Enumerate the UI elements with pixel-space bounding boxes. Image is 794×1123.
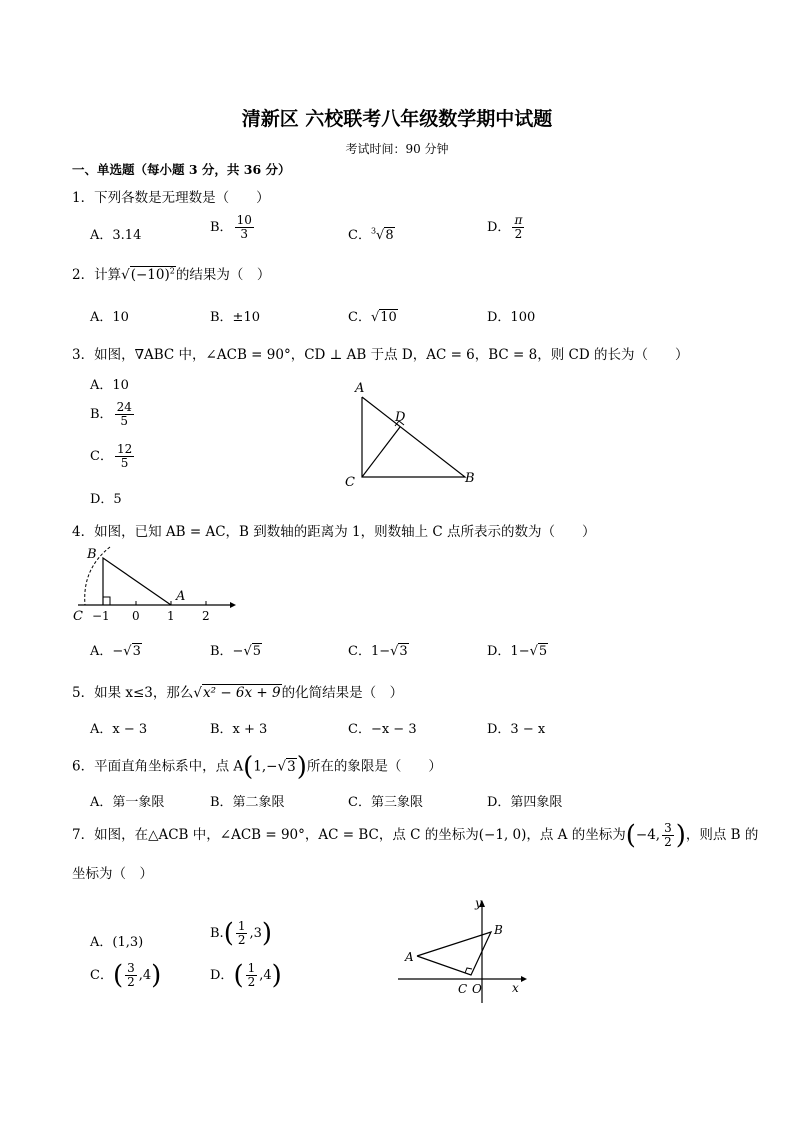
q7-c-num: 3 [127,961,135,975]
q3-option-d: D．5 [90,492,122,507]
q3-stem: 3．如图，∇ABC 中，∠ACB = 90°，CD ⊥ AB 于点 D，AC = 6，BC = 8，则 CD 的长为（ ） [72,347,689,363]
q4-label-c: C [73,609,83,624]
q4-triangle [103,558,171,605]
q7-b-den: 2 [237,933,246,948]
q2-exponent: 2 [169,266,175,276]
q2-stem-pre: 2．计算 [72,267,122,283]
q7-point-c: (−1, 0) [478,827,527,844]
q4-label-a: A [176,589,186,604]
q4-d-prefix: D．1− [487,644,530,659]
q7-label-b: B [494,923,503,937]
q7-c-post: ,4 [138,968,152,984]
q4-b-prefix: B．− [210,644,244,659]
q7-point-a-num: 3 [664,821,672,835]
q2-stem-post: 的结果为（ ） [175,267,271,283]
q1-option-b [210,214,256,241]
q5-option-c: C．−x − 3 [348,722,417,737]
q6-stem-pre: 6．平面直角坐标系中，点 A [72,758,244,775]
q3-label-c: C [345,475,355,490]
q7-d-fraction [246,962,258,989]
q2-option-b: B．±10 [210,310,260,325]
q6-option-a: A．第一象限 [90,795,165,810]
q3-triangle-figure [335,375,485,495]
q7-stem-pre: 7．如图，在△ACB 中，∠ACB = 90°，AC = BC，点 C 的坐标为 [72,827,479,844]
q4-label-0: 0 [132,609,140,623]
q7-c-close: ) [151,960,162,991]
q6-stem-post: 所在的象限是（ ） [306,758,442,775]
q7-label-x: x [512,981,519,995]
q2-stem: 2．计算$√(-10)^2$的结果为（ ） [72,266,271,283]
q7-open-paren: ( [625,820,636,851]
q3-label-d: D [395,410,406,425]
q4-number-line-figure [70,543,240,628]
q1-option-a: A．3.14 [90,228,142,243]
q7-label-y: y [475,896,482,910]
q3-b-fraction [115,401,134,428]
q6-stem: 6．平面直角坐标系中，点 A(1,−√3)所在的象限是（ ） [72,752,442,782]
q7-b-prefix: B. [210,926,224,942]
q4-arrow [230,602,236,608]
q2-option-c: C．√10 [348,310,397,325]
q7-point-a-fraction [662,822,674,849]
q3-b-den: 5 [120,414,129,429]
q4-label-m1: −1 [92,609,110,623]
q3-label-a: A [355,381,365,396]
q7-option-b [210,920,272,947]
q2-option-a: A．10 [90,310,129,325]
q1-c-radicand: 8 [385,228,394,243]
q7-triangle [417,932,491,975]
q3-b-prefix: B． [90,407,113,423]
q2-radical [130,266,176,283]
q7-close-paren: ) [675,820,686,851]
q7-d-open: ( [233,960,244,991]
q4-label-2: 2 [202,609,210,623]
q7-point-a-den: 2 [664,835,672,850]
q1-option-d [487,214,526,241]
q7-b-open: ( [223,918,234,949]
q1-d-num: π [514,213,523,227]
q4-label-b: B [87,547,97,562]
q7-d-num: 1 [247,961,256,975]
q1-c-index: 3 [370,226,377,236]
q6-point-radicand: 3 [287,758,296,775]
exam-time: 考试时间：90 分钟 [345,142,449,156]
q4-right-angle-mark [103,597,110,605]
q7-point-a-pre: −4, [635,827,661,844]
q4-b-radicand: 5 [252,644,262,659]
q1-b-prefix: B． [210,220,233,236]
q3-c-prefix: C． [90,449,113,465]
page-title: 清新区 六校联考八年级数学期中试题 [241,108,553,130]
q7-label-c: C [458,982,468,996]
q5-radicand: x² − 6x + 9 [203,685,281,701]
q2-c-prefix: C． [348,310,371,325]
q3-option-b [90,401,136,428]
q4-option-b: B．−√5 [210,644,262,659]
q6-option-d: D．第四象限 [487,795,563,810]
q7-b-close: ) [261,918,273,949]
q5-stem-post: 的化简结果是（ ） [281,685,404,701]
q3-c-den: 5 [120,456,129,471]
q4-a-prefix: A．− [90,644,124,659]
q1-b-den: 3 [240,227,249,242]
q7-stem-mid: ，点 A 的坐标为 [526,827,626,844]
q4-c-prefix: C．1− [348,644,391,659]
section-heading: 一、单选题（每小题 3 分，共 36 分） [72,162,291,177]
q3-c-num: 12 [116,442,133,456]
q1-d-prefix: D． [487,220,511,236]
q7-c-fraction [125,962,137,989]
q7-stem-line1 [72,822,758,849]
q7-b-num: 1 [237,919,246,933]
q6-open-paren: ( [243,752,254,782]
q7-label-a: A [405,950,414,964]
q2-radicand: (−10) [130,267,170,283]
q4-option-c: C．1−√3 [348,644,408,659]
q7-stem-line2: 坐标为（ ） [72,866,153,882]
q1-c-prefix: C． [348,228,371,243]
q4-d-radicand: 5 [538,644,548,659]
q1-d-den: 2 [514,227,523,242]
q4-stem: 4．如图，已知 AB = AC，B 到数轴的距离为 1，则数轴上 C 点所表示的数为（ ） [72,524,596,540]
q3-b-num: 24 [116,400,132,414]
q7-option-a: A．(1,3) [90,935,144,950]
q1-option-c: C．$^3$√8 [348,226,394,243]
q7-d-prefix: D． [210,968,234,984]
q5-option-b: B．x + 3 [210,722,268,737]
q7-c-open: ( [112,960,124,991]
q1-d-fraction [512,214,524,241]
q3-option-c [90,443,136,470]
q7-c-prefix: C． [90,968,113,984]
q4-label-1: 1 [167,609,175,623]
q4-option-a: A．−√3 [90,644,141,659]
q3-triangle-abc [362,397,465,477]
q4-a-radicand: 3 [132,644,141,659]
q7-label-o: O [472,982,482,996]
q4-option-d: D．1−√5 [487,644,548,659]
q7-b-fraction [236,920,248,947]
q7-d-close: ) [271,960,282,991]
q3-option-a: A．10 [90,378,129,393]
q5-option-a: A．x − 3 [90,722,148,737]
q6-option-b: B．第二象限 [210,795,285,810]
q3-altitude-cd [362,427,400,477]
q1-b-fraction [235,214,254,241]
q7-coordinate-figure [395,895,530,1010]
q6-option-c: C．第三象限 [348,795,423,810]
q7-d-den: 2 [247,975,256,990]
q1-b-num: 10 [236,213,252,227]
q6-point-pre: 1,− [253,758,278,775]
q6-close-paren: ) [296,752,307,782]
q7-b-post: ,3 [249,926,262,942]
q5-stem-pre: 5．如果 x≤3，那么 [72,685,194,701]
q7-option-c [90,962,161,989]
q5-stem: 5．如果 x≤3，那么√x² − 6x + 9的化简结果是（ ） [72,685,404,701]
q3-label-b: B [465,471,475,486]
q1-stem: 1．下列各数是无理数是（ ） [72,190,270,206]
q7-c-den: 2 [127,975,135,990]
q7-option-d [210,962,282,989]
q7-x-arrow [521,976,527,982]
q7-right-angle-mark [465,968,472,973]
q7-d-post: ,4 [259,968,272,984]
q7-stem-post: ，则点 B 的 [685,827,759,844]
q4-c-radicand: 3 [399,644,408,659]
q2-option-d: D．100 [487,310,536,325]
q3-c-fraction [115,443,134,470]
q5-option-d: D．3 − x [487,722,546,737]
q2-c-radicand: 10 [380,310,397,325]
